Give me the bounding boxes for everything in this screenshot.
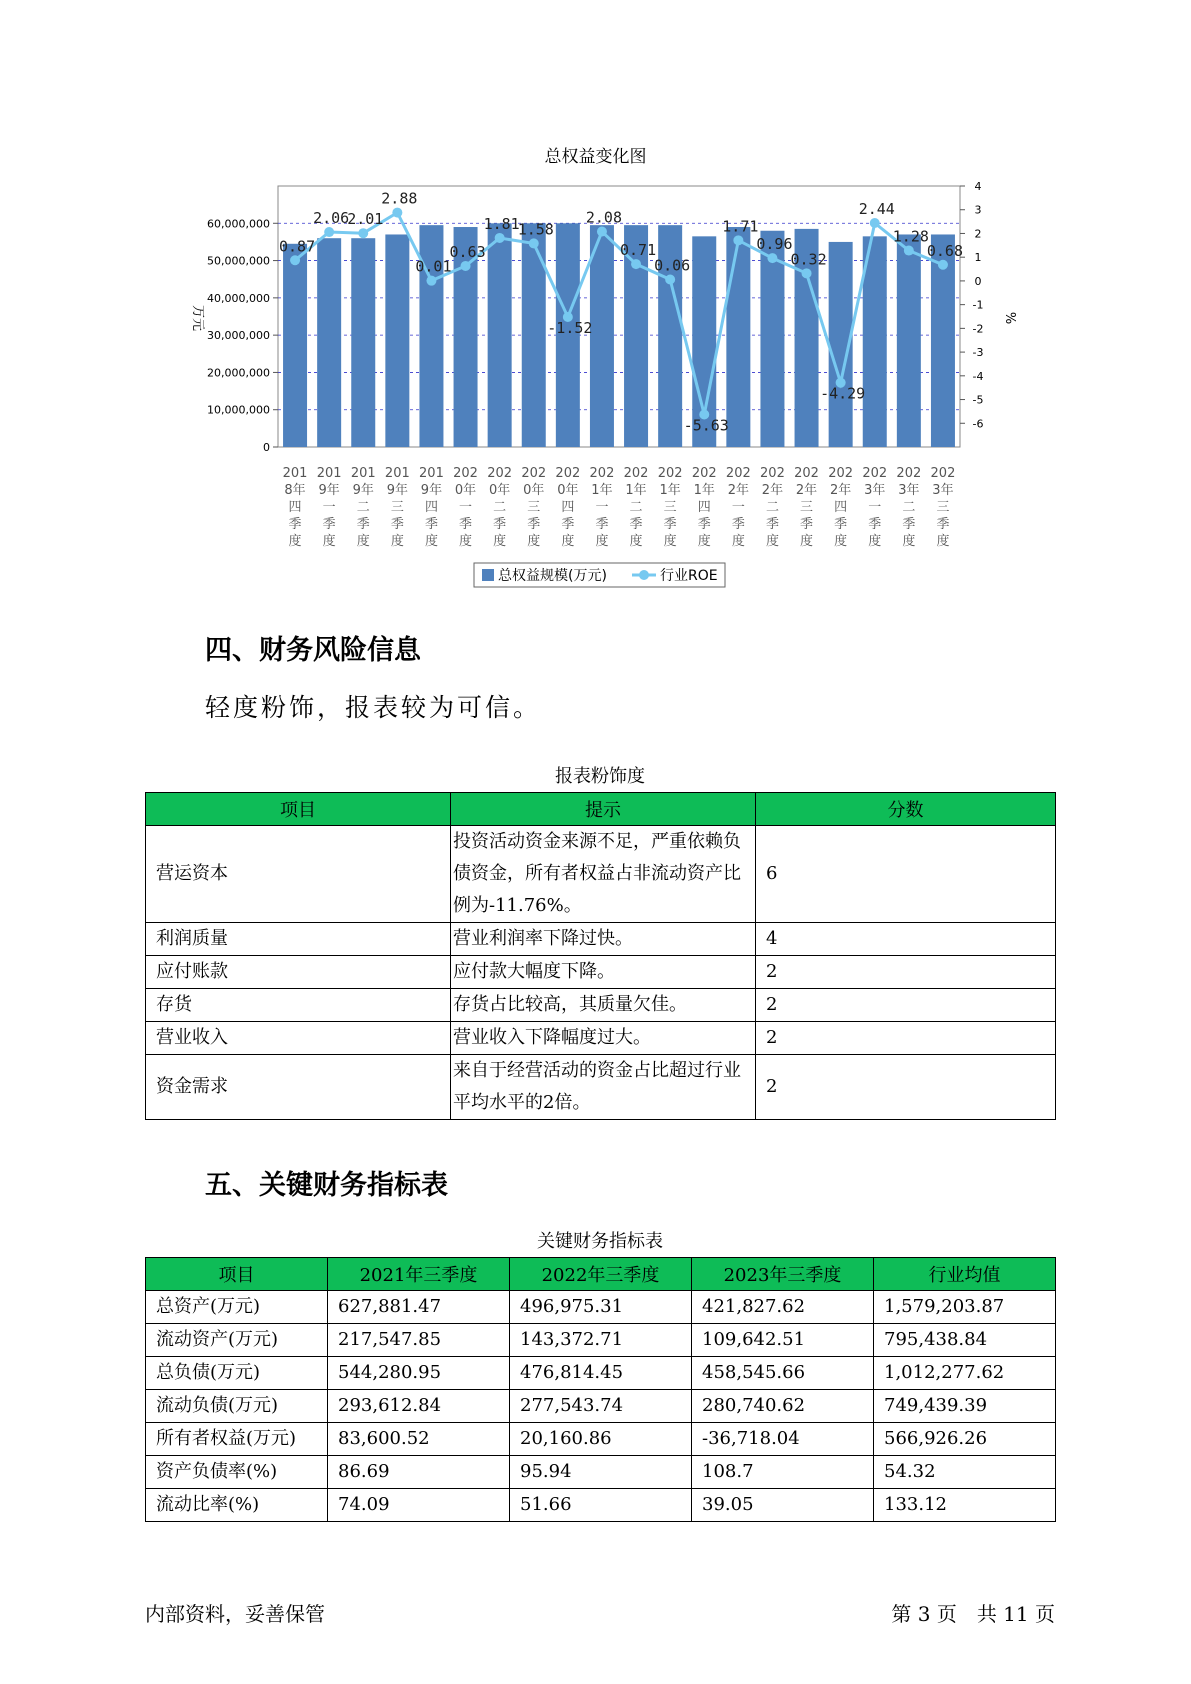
legend-line-marker <box>639 570 649 580</box>
header-item: 项目 <box>146 793 451 826</box>
risk-score: 2 <box>756 1055 1056 1120</box>
y2-tick-label: 1 <box>974 251 982 265</box>
metric-name: 资产负债率(%) <box>146 1456 328 1489</box>
roe-point <box>938 260 948 270</box>
y2-tick-label: 4 <box>974 180 982 193</box>
y-tick-label: 20,000,000 <box>207 366 270 380</box>
x-tick-label: 202 0年一季度 <box>453 466 478 549</box>
roe-point <box>631 259 641 269</box>
roe-data-label: 0.68 <box>926 241 964 260</box>
metric-value: 20,160.86 <box>510 1423 692 1456</box>
metric-value: 476,814.45 <box>510 1357 692 1390</box>
roe-point <box>358 228 368 238</box>
x-tick-label: 202 2年三季度 <box>794 466 819 549</box>
roe-point <box>597 227 607 237</box>
x-tick-label: 202 1年三季度 <box>657 466 683 549</box>
y2-tick-label: 0 <box>974 274 982 288</box>
table-row <box>146 1291 1056 1324</box>
x-tick-label: 202 0年三季度 <box>521 466 547 549</box>
metric-value: 51.66 <box>510 1489 692 1522</box>
section-heading-key-metrics: 五、关键财务指标表 <box>205 1170 448 1201</box>
legend-bar-swatch <box>482 569 494 581</box>
risk-score: 2 <box>756 956 1056 989</box>
y2-tick-label: -2 <box>972 322 984 336</box>
risk-hint: 存货占比较高，其质量欠佳。 <box>451 989 756 1022</box>
risk-item: 存货 <box>146 989 451 1022</box>
y2-tick-label: 2 <box>974 227 982 241</box>
key-header: 2021年三季度 <box>328 1258 510 1291</box>
risk-score: 2 <box>756 1022 1056 1055</box>
y2-tick-label: -1 <box>972 298 984 312</box>
key-table-caption: 关键财务指标表 <box>537 1231 663 1252</box>
metric-value: 95.94 <box>510 1456 692 1489</box>
key-header: 项目 <box>146 1258 328 1291</box>
roe-data-label: 0.01 <box>415 257 452 276</box>
table-row <box>146 1390 1056 1423</box>
roe-point <box>392 208 402 218</box>
roe-point <box>529 238 539 248</box>
table-row <box>146 1456 1056 1489</box>
x-tick-label: 201 9年一季度 <box>316 466 342 549</box>
metric-value: 277,543.74 <box>510 1390 692 1423</box>
roe-point <box>495 233 505 243</box>
y-axis-label: 万元 <box>190 304 205 332</box>
table-row <box>146 1055 1056 1120</box>
y-tick-label: 50,000,000 <box>207 254 270 268</box>
metric-name: 所有者权益(万元) <box>146 1423 328 1456</box>
risk-score: 6 <box>756 826 1056 923</box>
table-row <box>146 1489 1056 1522</box>
y-tick-label: 60,000,000 <box>207 217 270 231</box>
table-row <box>146 1423 1056 1456</box>
risk-hint: 应付款大幅度下降。 <box>451 956 756 989</box>
metric-value: 143,372.71 <box>510 1324 692 1357</box>
y2-tick-label: -3 <box>972 346 984 360</box>
bar <box>317 238 341 447</box>
metric-name: 总负债(万元) <box>146 1357 328 1390</box>
x-tick-label: 201 8年四季度 <box>282 466 308 549</box>
roe-point <box>665 274 675 284</box>
y-tick-label: 40,000,000 <box>207 291 270 305</box>
metric-value: 458,545.66 <box>692 1357 874 1390</box>
risk-table-caption: 报表粉饰度 <box>555 766 645 787</box>
x-tick-label: 202 2年一季度 <box>725 466 751 549</box>
roe-point <box>733 235 743 245</box>
footer-page-number: 第 3 页 共 11 页 <box>891 1602 1055 1626</box>
metric-value: 109,642.51 <box>692 1324 874 1357</box>
roe-data-label: 0.06 <box>654 256 691 275</box>
risk-score: 4 <box>756 923 1056 956</box>
roe-data-label: 2.88 <box>381 189 418 208</box>
roe-data-label: 1.71 <box>722 217 759 236</box>
roe-data-label: -4.29 <box>820 384 866 403</box>
metric-name: 流动负债(万元) <box>146 1390 328 1423</box>
metric-value: 217,547.85 <box>328 1324 510 1357</box>
y2-tick-label: 3 <box>974 203 982 217</box>
bar <box>283 244 307 447</box>
risk-hint: 营业收入下降幅度过大。 <box>451 1022 756 1055</box>
key-metrics-table <box>145 1257 1056 1522</box>
y-tick-label: 0 <box>263 441 270 454</box>
y2-tick-label: -4 <box>972 369 984 383</box>
roe-data-label: 1.81 <box>483 214 520 233</box>
risk-hint: 投资活动资金来源不足，严重依赖负债资金，所有者权益占非流动资产比例为-11.76%。 <box>451 826 756 923</box>
y2-tick-label: -6 <box>972 417 984 431</box>
metric-value: 39.05 <box>692 1489 874 1522</box>
x-tick-label: 202 2年四季度 <box>828 466 854 549</box>
metric-value: 280,740.62 <box>692 1390 874 1423</box>
metric-value: 544,280.95 <box>328 1357 510 1390</box>
risk-hint: 营业利润率下降过快。 <box>451 923 756 956</box>
x-tick-label: 202 3年二季度 <box>896 466 922 549</box>
x-tick-label: 202 0年四季度 <box>555 466 581 549</box>
x-tick-label: 201 9年四季度 <box>419 466 444 549</box>
bar <box>522 223 546 447</box>
x-tick-label: 201 9年二季度 <box>350 466 376 549</box>
bar <box>897 234 921 447</box>
roe-data-label: -5.63 <box>683 416 729 435</box>
metric-value: 83,600.52 <box>328 1423 510 1456</box>
metric-value: 86.69 <box>328 1456 510 1489</box>
x-tick-label: 202 3年一季度 <box>862 466 888 549</box>
table-row <box>146 1022 1056 1055</box>
roe-point <box>767 253 777 263</box>
roe-data-label: 1.28 <box>892 227 929 246</box>
bar <box>385 234 409 447</box>
roe-point <box>870 218 880 228</box>
metric-value: 1,579,203.87 <box>874 1291 1056 1324</box>
roe-point <box>426 276 436 286</box>
roe-point <box>802 268 812 278</box>
section-heading-risk: 四、财务风险信息 <box>205 635 421 666</box>
x-tick-label: 201 9年三季度 <box>384 466 410 549</box>
chart-title: 总权益变化图 <box>544 147 647 167</box>
roe-data-label: 0.32 <box>790 250 827 269</box>
metric-value: 566,926.26 <box>874 1423 1056 1456</box>
bar <box>351 238 375 447</box>
x-tick-label: 202 1年四季度 <box>691 466 717 549</box>
metric-value: 54.32 <box>874 1456 1056 1489</box>
table-row <box>146 1324 1056 1357</box>
y-tick-label: 10,000,000 <box>207 403 270 417</box>
risk-item: 资金需求 <box>146 1055 451 1120</box>
roe-equity-chart <box>0 0 1191 600</box>
y2-tick-label: -5 <box>972 393 984 407</box>
bar <box>590 225 614 447</box>
metric-name: 流动比率(%) <box>146 1489 328 1522</box>
risk-item: 应付账款 <box>146 956 451 989</box>
metric-value: 749,439.39 <box>874 1390 1056 1423</box>
roe-data-label: 1.58 <box>517 220 554 239</box>
header-hint: 提示 <box>451 793 756 826</box>
key-header: 2023年三季度 <box>692 1258 874 1291</box>
x-tick-label: 202 2年二季度 <box>760 466 785 549</box>
table-row <box>146 956 1056 989</box>
footer-confidential: 内部资料，妥善保管 <box>145 1602 325 1626</box>
legend-line-label: 行业ROE <box>660 568 718 584</box>
risk-summary: 轻度粉饰，报表较为可信。 <box>205 693 542 722</box>
risk-hint: 来自于经营活动的资金占比超过行业平均水平的2倍。 <box>451 1055 756 1120</box>
metric-value: 133.12 <box>874 1489 1056 1522</box>
risk-item: 利润质量 <box>146 923 451 956</box>
table-row <box>146 826 1056 923</box>
metric-value: 1,012,277.62 <box>874 1357 1056 1390</box>
y-tick-label: 30,000,000 <box>207 329 270 343</box>
y2-axis-label: % <box>1002 311 1017 325</box>
roe-data-label: -1.52 <box>547 318 593 337</box>
roe-data-label: 0.87 <box>278 237 316 256</box>
roe-data-label: 2.01 <box>347 210 384 229</box>
roe-data-label: 2.08 <box>585 208 623 227</box>
x-tick-label: 202 1年一季度 <box>589 466 615 549</box>
roe-point <box>904 246 914 256</box>
roe-data-label: 2.44 <box>858 200 895 219</box>
risk-item: 营运资本 <box>146 826 451 923</box>
metric-value: -36,718.04 <box>692 1423 874 1456</box>
roe-point <box>461 261 471 271</box>
metric-value: 293,612.84 <box>328 1390 510 1423</box>
roe-data-label: 2.06 <box>313 209 350 228</box>
roe-data-label: 0.71 <box>619 241 657 260</box>
x-tick-label: 202 3年三季度 <box>930 466 956 549</box>
header-score: 分数 <box>756 793 1056 826</box>
metric-value: 496,975.31 <box>510 1291 692 1324</box>
key-header: 行业均值 <box>874 1258 1056 1291</box>
metric-value: 627,881.47 <box>328 1291 510 1324</box>
metric-value: 421,827.62 <box>692 1291 874 1324</box>
table-row <box>146 1357 1056 1390</box>
roe-point <box>290 255 300 265</box>
roe-data-label: 0.96 <box>756 235 793 254</box>
x-tick-label: 202 0年二季度 <box>487 466 513 549</box>
legend-bar-label: 总权益规模(万元) <box>498 568 607 584</box>
metric-value: 795,438.84 <box>874 1324 1056 1357</box>
roe-point <box>324 227 334 237</box>
table-row <box>146 989 1056 1022</box>
risk-item: 营业收入 <box>146 1022 451 1055</box>
x-tick-label: 202 1年二季度 <box>623 466 649 549</box>
key-header: 2022年三季度 <box>510 1258 692 1291</box>
risk-score: 2 <box>756 989 1056 1022</box>
risk-table <box>145 792 1056 1120</box>
table-row <box>146 923 1056 956</box>
roe-data-label: 0.63 <box>449 242 486 261</box>
metric-value: 74.09 <box>328 1489 510 1522</box>
metric-name: 总资产(万元) <box>146 1291 328 1324</box>
metric-value: 108.7 <box>692 1456 874 1489</box>
bar <box>726 227 750 447</box>
bar <box>488 223 512 447</box>
metric-name: 流动资产(万元) <box>146 1324 328 1357</box>
